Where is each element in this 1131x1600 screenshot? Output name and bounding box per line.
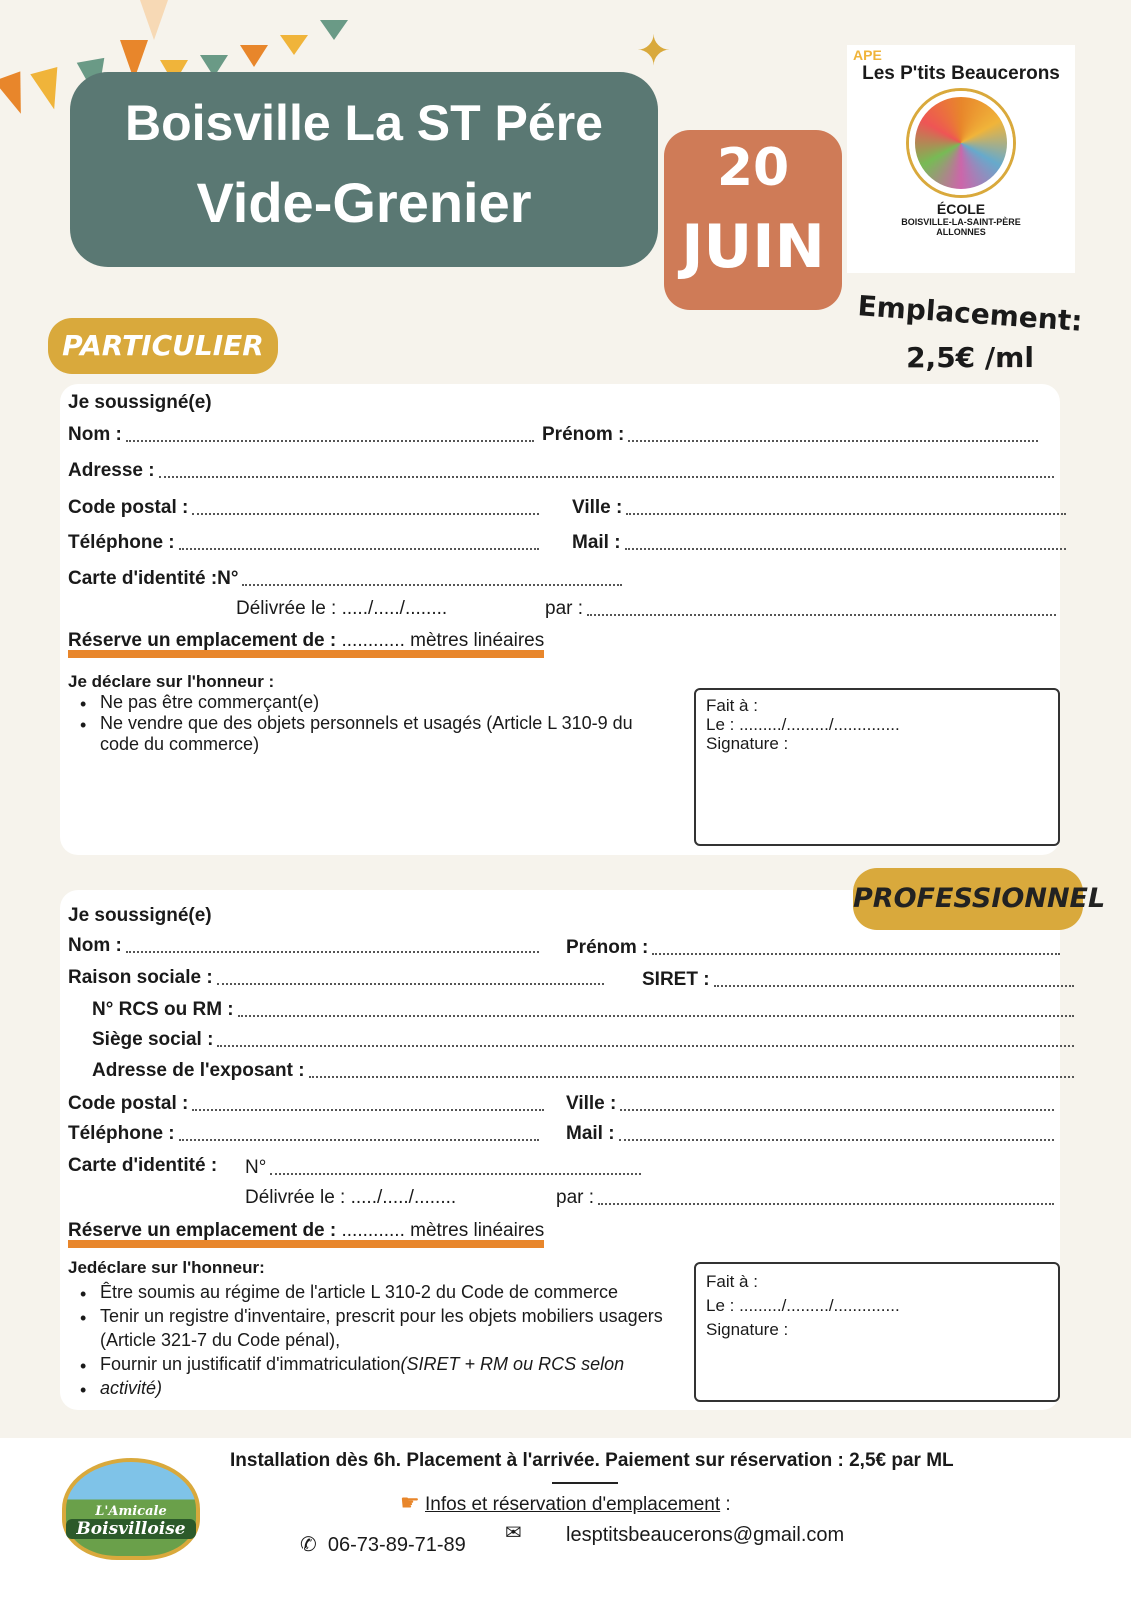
logo-school: ÉCOLE	[936, 201, 986, 217]
le-field[interactable]: Le : ........./........./..............	[706, 1296, 900, 1315]
amicale-logo-line2: Boisvilloise	[66, 1519, 196, 1539]
email-icon: ✉	[505, 1522, 522, 1544]
telephone-field[interactable]	[179, 1139, 539, 1141]
adresse-field[interactable]	[159, 476, 1054, 478]
code-postal-label: Code postal :	[68, 497, 189, 518]
declare-heading: Je déclare sur l'honneur :	[68, 672, 275, 691]
rcs-field[interactable]	[238, 1015, 1074, 1017]
signature-box[interactable]	[694, 688, 1060, 846]
par-label: par :	[556, 1187, 595, 1208]
signature-field[interactable]: Signature :	[706, 734, 789, 753]
mail-field[interactable]	[625, 548, 1066, 550]
declare-item: • Ne vendre que des objets personnels et usagés (Article L 310-9 du code du commerce)	[68, 713, 668, 755]
siege-field[interactable]	[217, 1045, 1074, 1047]
date-badge	[664, 130, 842, 310]
code-postal-field[interactable]	[192, 513, 539, 515]
pointing-hand-icon: ☛	[400, 1490, 420, 1515]
installation-info: Installation dès 6h. Placement à l'arrivée. Paiement sur réservation : 2,5€ par ML	[230, 1450, 954, 1471]
price-info	[855, 289, 1085, 380]
declare-item: • Ne pas être commerçant(e)	[68, 692, 668, 713]
declare-heading: Jedéclare sur l'honneur:	[68, 1258, 265, 1277]
soussigne-label: Je soussigné(e)	[68, 905, 212, 926]
par-label: par :	[545, 598, 584, 619]
declare-item-italic: (SIRET + RM ou RCS selon	[400, 1354, 625, 1374]
siege-label: Siège social :	[92, 1029, 214, 1050]
signature-box[interactable]	[694, 1262, 1060, 1402]
divider	[552, 1482, 618, 1484]
carte-label: Carte d'identité :N°	[68, 568, 239, 589]
raison-sociale-label: Raison sociale :	[68, 967, 213, 988]
code-postal-label: Code postal :	[68, 1093, 189, 1114]
adresse-exposant-field[interactable]	[309, 1076, 1074, 1078]
declare-item-text: Fournir un justificatif d'immatriculation	[100, 1354, 401, 1374]
logo-name: Les P'tits Beaucerons	[862, 63, 1060, 84]
ville-label: Ville :	[572, 497, 623, 518]
sparkle-icon: ✦	[636, 27, 672, 74]
declare-list	[68, 692, 668, 755]
declare-list	[68, 1280, 668, 1400]
telephone-field[interactable]	[179, 548, 539, 550]
date-day: 20	[716, 138, 790, 198]
prenom-field[interactable]	[628, 440, 1038, 442]
school-logo	[847, 45, 1075, 273]
adresse-exposant-label: Adresse de l'exposant :	[92, 1060, 305, 1081]
carte-field[interactable]	[270, 1173, 641, 1175]
declare-item	[68, 1352, 668, 1376]
title-banner	[70, 72, 658, 267]
nom-label: Nom :	[68, 935, 122, 956]
email-address[interactable]: lesptitsbeaucerons@gmail.com	[566, 1524, 845, 1546]
logo-ape: APE	[853, 47, 882, 63]
fait-a-field[interactable]: Fait à :	[706, 696, 758, 715]
delivree-field[interactable]: Délivrée le : ...../...../........	[245, 1187, 457, 1208]
code-postal-field[interactable]	[192, 1109, 544, 1111]
mail-field[interactable]	[619, 1139, 1054, 1141]
mail-label: Mail :	[566, 1123, 615, 1144]
soussigne-label: Je soussigné(e)	[68, 392, 212, 413]
delivree-field[interactable]: Délivrée le : ...../...../........	[236, 598, 448, 619]
mail-label: Mail :	[572, 532, 621, 553]
reserve-label: Réserve un emplacement de :	[68, 1220, 337, 1241]
ville-label: Ville :	[566, 1093, 617, 1114]
infos-line	[400, 1490, 731, 1516]
le-field[interactable]: Le : ........./........./..............	[706, 715, 900, 734]
rcs-label: N° RCS ou RM :	[92, 999, 234, 1020]
fait-a-field[interactable]: Fait à :	[706, 1272, 758, 1291]
children-circle-icon	[909, 91, 1013, 195]
telephone-label: Téléphone :	[68, 1123, 175, 1144]
par-field[interactable]	[587, 614, 1056, 616]
ville-field[interactable]	[626, 513, 1066, 515]
phone-icon: ✆	[300, 1534, 317, 1556]
raison-sociale-field[interactable]	[217, 983, 604, 985]
prenom-label: Prénom :	[566, 937, 649, 958]
declare-item	[68, 1376, 668, 1400]
emplacement-label: Emplacement:	[856, 289, 1084, 338]
par-field[interactable]	[598, 1203, 1054, 1205]
infos-colon: :	[720, 1494, 731, 1515]
siret-label: SIRET :	[642, 969, 710, 990]
nom-field[interactable]	[126, 951, 539, 953]
adresse-label: Adresse :	[68, 460, 155, 481]
declare-item-text: activité)	[100, 1378, 163, 1398]
date-month: JUIN	[681, 212, 825, 282]
nom-label: Nom :	[68, 424, 122, 445]
infos-label: Infos et réservation d'emplacement	[425, 1494, 721, 1515]
reserve-field[interactable]: ............ mètres linéaires	[341, 1220, 545, 1241]
amicale-logo-line1: L'Amicale	[95, 1504, 167, 1519]
no-label: N°	[245, 1157, 267, 1178]
emplacement-price: 2,5€ /ml	[906, 341, 1034, 374]
declare-item: • Tenir un registre d'inventaire, prescrit pour les objets mobiliers usagers (Article 321-7 du Code pénal),	[68, 1304, 668, 1352]
prenom-label: Prénom :	[542, 424, 625, 445]
particulier-tag: PARTICULIER	[48, 318, 278, 374]
nom-field[interactable]	[126, 440, 534, 442]
signature-field[interactable]: Signature :	[706, 1320, 789, 1339]
phone-line	[300, 1532, 466, 1557]
reserve-field[interactable]: ............ mètres linéaires	[341, 630, 545, 651]
siret-field[interactable]	[714, 985, 1074, 987]
carte-field[interactable]	[242, 584, 622, 586]
prenom-field[interactable]	[652, 953, 1060, 955]
declare-item: • Être soumis au régime de l'article L 310-2 du Code de commerce	[68, 1280, 668, 1304]
phone-number[interactable]: 06-73-89-71-89	[327, 1534, 466, 1556]
title-line1: Boisville La ST Pére	[125, 95, 603, 151]
ville-field[interactable]	[620, 1109, 1054, 1111]
title-line2: Vide-Grenier	[196, 171, 532, 234]
logo-town2: ALLONNES	[936, 227, 986, 237]
reserve-label: Réserve un emplacement de :	[68, 630, 337, 651]
professionnel-tag: PROFESSIONNEL	[853, 868, 1083, 930]
carte-label: Carte d'identité :	[68, 1155, 218, 1176]
telephone-label: Téléphone :	[68, 532, 175, 553]
logo-town: BOISVILLE-LA-SAINT-PÈRE	[901, 217, 1021, 227]
amicale-logo	[62, 1458, 200, 1560]
